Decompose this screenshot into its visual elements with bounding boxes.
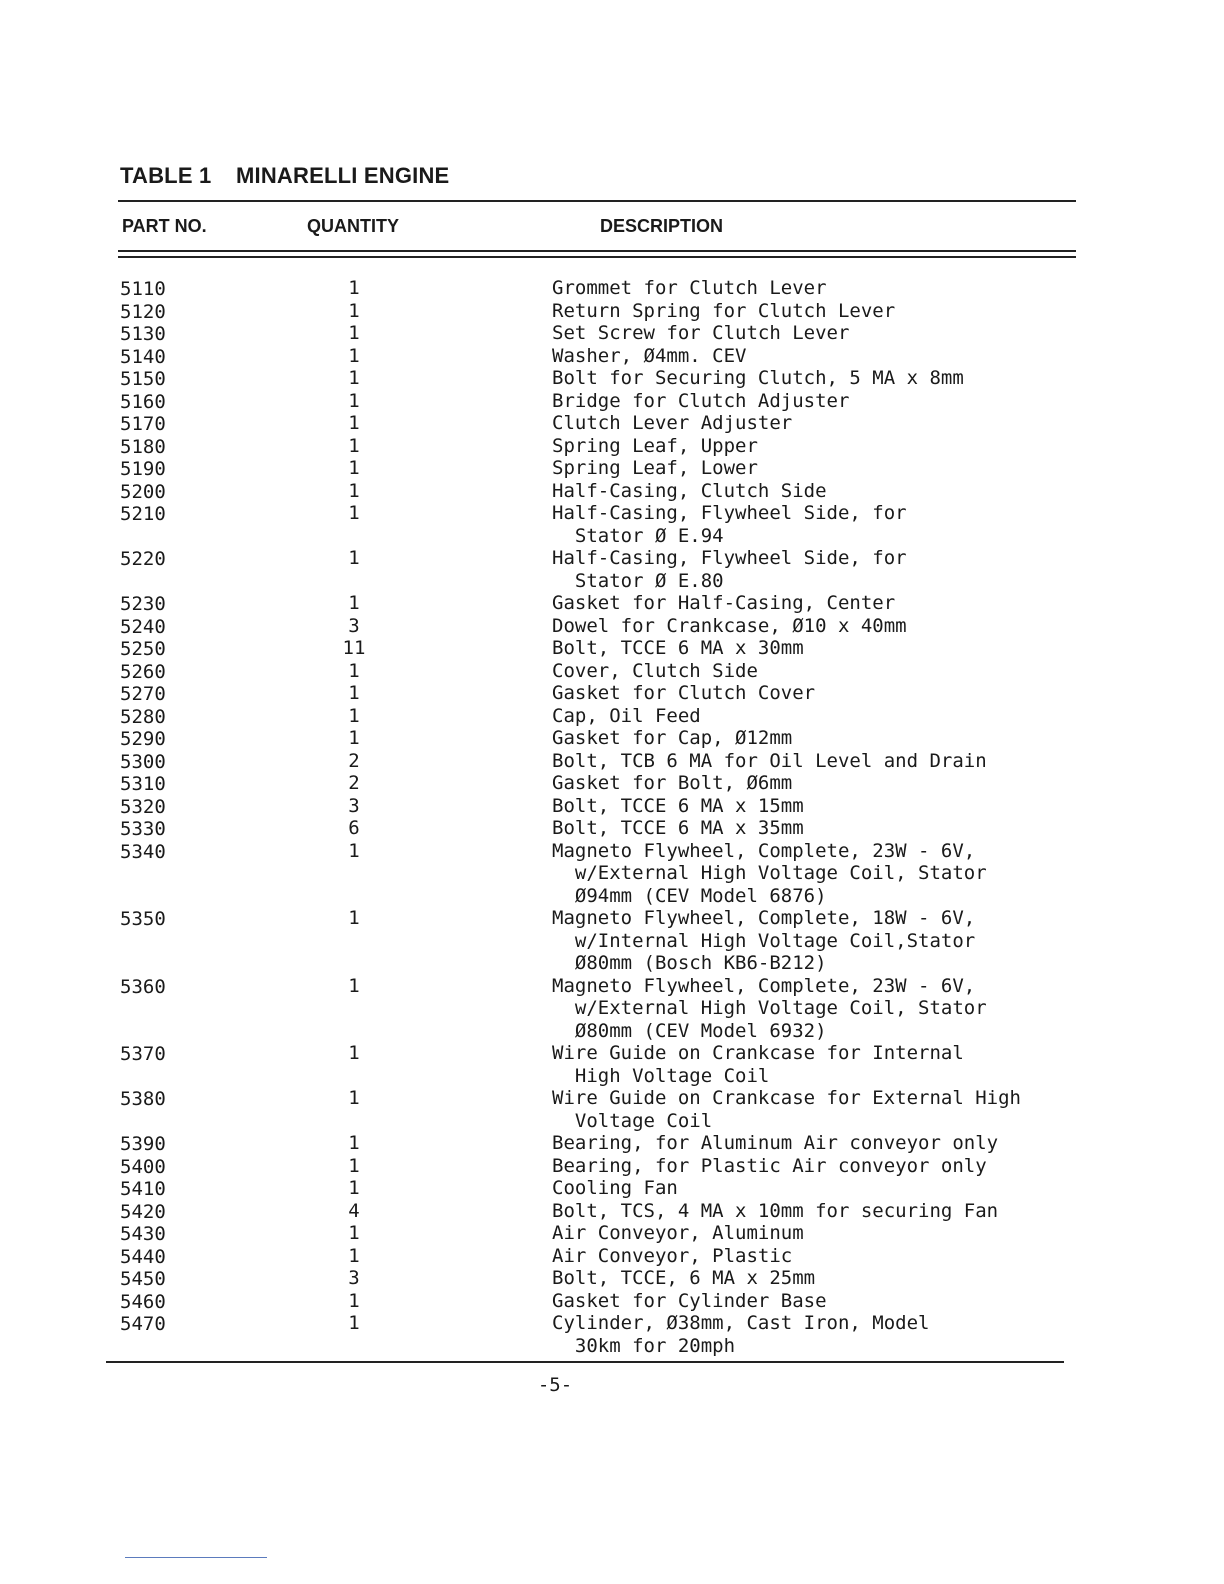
table-row [0, 1267, 1224, 1290]
description: Half-Casing, Clutch Side [552, 479, 827, 502]
part-number: 5470 [120, 1313, 166, 1335]
quantity: 1 [348, 1222, 360, 1244]
footer-link-underline [125, 1557, 267, 1558]
quantity: 1 [348, 839, 360, 862]
page-number: -5- [537, 1374, 573, 1396]
table-number: TABLE 1 [120, 163, 212, 188]
table-row [0, 502, 1224, 547]
part-number: 5130 [120, 323, 166, 345]
description: Gasket for Half-Casing, Center [552, 592, 896, 614]
part-number: 5250 [120, 638, 166, 660]
table-row [0, 412, 1224, 435]
description: Wire Guide on Crankcase for External High Voltage Coil [552, 1087, 1021, 1132]
part-number: 5310 [120, 773, 166, 795]
table-row [0, 975, 1224, 1043]
table-row [0, 435, 1224, 458]
table-row [0, 817, 1224, 840]
part-number: 5260 [120, 660, 166, 683]
quantity: 1 [348, 704, 360, 727]
description: Washer, Ø4mm. CEV [552, 344, 747, 367]
quantity: 1 [348, 1154, 360, 1177]
quantity: 1 [348, 1087, 360, 1109]
description: Bolt, TCB 6 MA for Oil Level and Drain [552, 749, 987, 772]
part-number: 5400 [120, 1155, 166, 1178]
quantity: 1 [348, 1132, 360, 1154]
table-heading [120, 163, 449, 189]
description: Spring Leaf, Lower [552, 457, 758, 479]
quantity: 1 [348, 389, 360, 412]
quantity: 1 [348, 592, 360, 614]
table-row [0, 1245, 1224, 1268]
quantity: 1 [348, 659, 360, 682]
description: Air Conveyor, Plastic [552, 1244, 793, 1267]
quantity: 1 [348, 1177, 360, 1199]
part-number: 5410 [120, 1178, 166, 1200]
table-row [0, 772, 1224, 795]
quantity: 1 [348, 479, 360, 502]
part-number: 5120 [120, 300, 166, 323]
part-number: 5360 [120, 975, 166, 998]
part-number: 5390 [120, 1133, 166, 1155]
description: Return Spring for Clutch Lever [552, 299, 896, 322]
description: Cover, Clutch Side [552, 659, 758, 682]
table-title: MINARELLI ENGINE [236, 163, 450, 188]
table-row [0, 637, 1224, 660]
quantity: 4 [348, 1199, 360, 1222]
table-row [0, 750, 1224, 773]
part-number: 5190 [120, 458, 166, 480]
table-row [0, 390, 1224, 413]
table-row [0, 345, 1224, 368]
table-row [0, 1087, 1224, 1132]
quantity: 1 [348, 682, 360, 704]
table-row [0, 1290, 1224, 1313]
table-row [0, 1312, 1224, 1357]
description: Cooling Fan [552, 1177, 678, 1199]
header-double-rule-bottom [118, 256, 1076, 258]
description: Gasket for Cylinder Base [552, 1289, 827, 1312]
part-number: 5380 [120, 1088, 166, 1110]
part-number: 5210 [120, 503, 166, 525]
description: Gasket for Clutch Cover [552, 682, 816, 704]
description: Bearing, for Plastic Air conveyor only [552, 1154, 987, 1177]
part-number: 5230 [120, 593, 166, 615]
description: Wire Guide on Crankcase for Internal High Voltage Coil [552, 1042, 964, 1087]
part-number: 5110 [120, 278, 166, 300]
quantity: 1 [348, 502, 360, 524]
description: Grommet for Clutch Lever [552, 277, 827, 299]
description: Set Screw for Clutch Lever [552, 322, 850, 344]
description: Cylinder, Ø38mm, Cast Iron, Model 30km for 20mph [552, 1312, 930, 1357]
description: Bolt for Securing Clutch, 5 MA x 8mm [552, 367, 964, 389]
top-rule [118, 200, 1076, 202]
part-number: 5180 [120, 435, 166, 458]
table-row [0, 682, 1224, 705]
part-number: 5200 [120, 480, 166, 503]
part-number: 5330 [120, 818, 166, 840]
table-row [0, 300, 1224, 323]
quantity: 1 [348, 412, 360, 434]
table-row [0, 907, 1224, 975]
part-number: 5150 [120, 368, 166, 390]
part-number: 5280 [120, 705, 166, 728]
quantity: 1 [348, 1244, 360, 1267]
quantity: 1 [348, 457, 360, 479]
table-row [0, 660, 1224, 683]
table-row [0, 592, 1224, 615]
description: Half-Casing, Flywheel Side, for Stator Ø E.80 [552, 547, 907, 592]
description: Magneto Flywheel, Complete, 23W - 6V, w/External High Voltage Coil, Stator Ø80mm (CEV Model 6932) [552, 974, 987, 1042]
description: Bolt, TCCE 6 MA x 15mm [552, 794, 804, 817]
bottom-rule [106, 1361, 1064, 1363]
column-header-quantity: QUANTITY [307, 216, 399, 236]
table-row [0, 457, 1224, 480]
description: Air Conveyor, Aluminum [552, 1222, 804, 1244]
part-number: 5430 [120, 1223, 166, 1245]
header-double-rule-top [118, 250, 1076, 252]
table-row [0, 727, 1224, 750]
quantity: 1 [348, 322, 360, 344]
part-number: 5320 [120, 795, 166, 818]
table-row [0, 1222, 1224, 1245]
quantity: 1 [348, 277, 360, 299]
table-row [0, 1177, 1224, 1200]
table-row [0, 367, 1224, 390]
part-number: 5460 [120, 1290, 166, 1313]
quantity: 1 [348, 907, 360, 929]
quantity: 6 [348, 817, 360, 839]
table-row [0, 795, 1224, 818]
part-number: 5440 [120, 1245, 166, 1268]
part-number: 5370 [120, 1043, 166, 1065]
description: Bearing, for Aluminum Air conveyor only [552, 1132, 999, 1154]
part-number: 5140 [120, 345, 166, 368]
description: Spring Leaf, Upper [552, 434, 758, 457]
table-row [0, 705, 1224, 728]
quantity: 3 [348, 794, 360, 817]
table-row [0, 480, 1224, 503]
quantity: 11 [342, 637, 366, 659]
quantity: 3 [348, 1267, 360, 1289]
description: Bridge for Clutch Adjuster [552, 389, 850, 412]
part-number: 5170 [120, 413, 166, 435]
part-number: 5340 [120, 840, 166, 863]
table-row [0, 1132, 1224, 1155]
quantity: 1 [348, 1312, 360, 1334]
part-number: 5220 [120, 548, 166, 570]
description: Clutch Lever Adjuster [552, 412, 793, 434]
description: Bolt, TCCE 6 MA x 30mm [552, 637, 804, 659]
column-header-description: DESCRIPTION [600, 216, 724, 236]
column-header-part-no: PART NO. [122, 216, 207, 236]
part-number: 5290 [120, 728, 166, 750]
part-number: 5350 [120, 908, 166, 930]
description: Bolt, TCCE, 6 MA x 25mm [552, 1267, 816, 1289]
table-row [0, 1155, 1224, 1178]
description: Magneto Flywheel, Complete, 23W - 6V, w/External High Voltage Coil, Stator Ø94mm (CEV Model 6876) [552, 839, 987, 907]
quantity: 1 [348, 974, 360, 997]
table-row [0, 1200, 1224, 1223]
table-row [0, 277, 1224, 300]
quantity: 1 [348, 1042, 360, 1064]
part-number: 5450 [120, 1268, 166, 1290]
quantity: 1 [348, 434, 360, 457]
quantity: 2 [348, 749, 360, 772]
description: Dowel for Crankcase, Ø10 x 40mm [552, 614, 907, 637]
quantity: 2 [348, 772, 360, 794]
description: Gasket for Cap, Ø12mm [552, 727, 793, 749]
quantity: 1 [348, 547, 360, 569]
part-number: 5300 [120, 750, 166, 773]
part-number: 5420 [120, 1200, 166, 1223]
quantity: 1 [348, 367, 360, 389]
description: Half-Casing, Flywheel Side, for Stator Ø E.94 [552, 502, 907, 547]
table-row [0, 615, 1224, 638]
quantity: 1 [348, 727, 360, 749]
table-row [0, 322, 1224, 345]
description: Bolt, TCCE 6 MA x 35mm [552, 817, 804, 839]
quantity: 1 [348, 299, 360, 322]
quantity: 1 [348, 344, 360, 367]
table-row [0, 840, 1224, 908]
description: Cap, Oil Feed [552, 704, 701, 727]
table-row [0, 547, 1224, 592]
description: Bolt, TCS, 4 MA x 10mm for securing Fan [552, 1199, 999, 1222]
table-row [0, 1042, 1224, 1087]
part-number: 5160 [120, 390, 166, 413]
quantity: 1 [348, 1289, 360, 1312]
part-number: 5270 [120, 683, 166, 705]
description: Magneto Flywheel, Complete, 18W - 6V, w/Internal High Voltage Coil,Stator Ø80mm (Bosch KB6-B212) [552, 907, 976, 974]
quantity: 3 [348, 614, 360, 637]
part-number: 5240 [120, 615, 166, 638]
description: Gasket for Bolt, Ø6mm [552, 772, 793, 794]
parts-table-body [0, 277, 1224, 1357]
